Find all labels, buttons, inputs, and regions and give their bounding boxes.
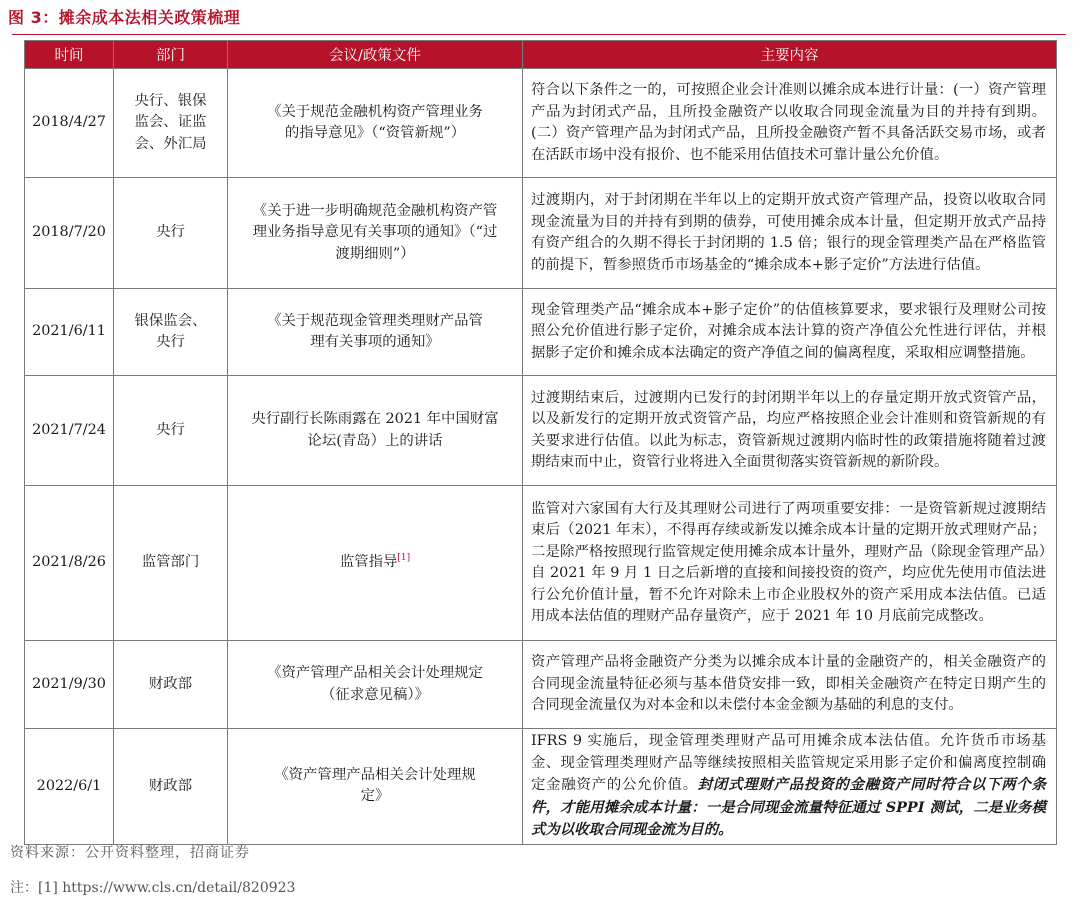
row-department: 央行、银保监会、证监会、外汇局 bbox=[114, 69, 228, 178]
table-row bbox=[25, 729, 1057, 845]
header-department: 部门 bbox=[114, 41, 228, 69]
row-document: 《资产管理产品相关会计处理规定（征求意见稿）》 bbox=[228, 641, 523, 729]
header-content: 主要内容 bbox=[523, 41, 1057, 69]
row-content-emphasis: 封闭式理财产品投资的金融资产同时符合以下两个条件，才能用摊余成本计量：一是合同现金流量特征通过 SPPI 测试，二是业务模式为以收取合同现金流为目的。 bbox=[531, 776, 1046, 838]
row-content: 符合以下条件之一的，可按照企业会计准则以摊余成本进行计量：(一）资产管理产品为封闭式产品，且所投金融资产以收取合同现金流量为目的并持有到期。(二）资产管理产品为封闭式产品，且所投金融资产暂不具备活跃交易市场，或者在活跃市场中没有报价、也不能采用估值技术可靠计量公允价值。 bbox=[523, 69, 1057, 178]
row-document: 《关于规范金融机构资产管理业务的指导意见》（“资管新规”） bbox=[228, 69, 523, 178]
table-row bbox=[25, 289, 1057, 376]
table-row bbox=[25, 486, 1057, 641]
row-document bbox=[228, 486, 523, 641]
figure-title: 图 3：摊余成本法相关政策梳理 bbox=[8, 8, 241, 27]
row-date: 2022/6/1 bbox=[25, 729, 114, 845]
row-department: 央行 bbox=[114, 376, 228, 486]
table-row bbox=[25, 641, 1057, 729]
policy-table bbox=[24, 40, 1057, 845]
row-date: 2021/9/30 bbox=[25, 641, 114, 729]
row-content: 监管对六家国有大行及其理财公司进行了两项重要安排：一是资管新规过渡期结束后（2021 年末），不得再存续或新发以摊余成本计量的定期开放式理财产品；二是除严格按照现行监管规定使用摊余成本计量外，理财产品（除现金管理产品）自 2021 年 9 月 1 日之后新增的直接和间接投资的资产，均应优先使用市值法进行公允价值计量，暂不允许对除未上市企业股权外的资产采用成本法估值。已适用成本法估值的理财产品存量资产，应于 2021 年 10 月底前完成整改。 bbox=[523, 486, 1057, 641]
row-department: 央行 bbox=[114, 178, 228, 289]
row-content-text: IFRS 9 实施后，现金管理类理财产品可用摊余成本法估值。允许货币市场基金、现金管理类理财产品等继续按照相关监管规定采用影子定价和偏离度控制确定金融资产的公允价值。 bbox=[531, 733, 1046, 793]
row-date: 2021/6/11 bbox=[25, 289, 114, 376]
table-header-row bbox=[25, 41, 1057, 69]
row-department: 财政部 bbox=[114, 729, 228, 845]
table-row bbox=[25, 178, 1057, 289]
row-document: 央行副行长陈雨露在 2021 年中国财富论坛(青岛）上的讲话 bbox=[228, 376, 523, 486]
row-document: 《关于进一步明确规范金融机构资产管理业务指导意见有关事项的通知》（“过渡期细则”） bbox=[228, 178, 523, 289]
row-content bbox=[523, 729, 1057, 845]
row-department: 财政部 bbox=[114, 641, 228, 729]
source-note: 资料来源：公开资料整理，招商证券 bbox=[10, 845, 250, 861]
row-content: 资产管理产品将金融资产分类为以摊余成本计量的金融资产的，相关金融资产的合同现金流量特征必须与基本借贷安排一致，即相关金融资产在特定日期产生的合同现金流量仅为对本金和以未偿付本金金额为基础的利息的支付。 bbox=[523, 641, 1057, 729]
row-date: 2018/4/27 bbox=[25, 69, 114, 178]
footnote-ref: [1] bbox=[397, 553, 411, 564]
header-document: 会议/政策文件 bbox=[228, 41, 523, 69]
row-document-text: 监管指导 bbox=[339, 554, 398, 571]
title-divider bbox=[12, 34, 1066, 35]
row-date: 2021/7/24 bbox=[25, 376, 114, 486]
row-content: 现金管理类产品“摊余成本+影子定价”的估值核算要求，要求银行及理财公司按照公允价值进行影子定价，对摊余成本法计算的资产净值公允性进行评估，并根据影子定价和摊余成本法确定的资产净值之间的偏离程度，采取相应调整措施。 bbox=[523, 289, 1057, 376]
table-row bbox=[25, 69, 1057, 178]
row-department: 银保监会、央行 bbox=[114, 289, 228, 376]
row-date: 2018/7/20 bbox=[25, 178, 114, 289]
row-document: 《资产管理产品相关会计处理规定》 bbox=[228, 729, 523, 845]
row-document: 《关于规范现金管理类理财产品管理有关事项的通知》 bbox=[228, 289, 523, 376]
row-department: 监管部门 bbox=[114, 486, 228, 641]
row-content: 过渡期结束后，过渡期内已发行的封闭期半年以上的存量定期开放式资管产品，以及新发行的定期开放式资管产品，均应严格按照企业会计准则和资管新规的有关要求进行估值。以此为标志，资管新规过渡期内临时性的政策措施将随着过渡期结束而中止，资管行业将进入全面贯彻落实资管新规的新阶段。 bbox=[523, 376, 1057, 486]
row-date: 2021/8/26 bbox=[25, 486, 114, 641]
header-date: 时间 bbox=[25, 41, 114, 69]
row-content: 过渡期内，对于封闭期在半年以上的定期开放式资产管理产品，投资以收取合同现金流量为目的并持有到期的债券，可使用摊余成本计量，但定期开放式产品持有资产组合的久期不得长于封闭期的 1.5 倍；银行的现金管理类产品在严格监管的前提下，暂参照货币市场基金的“摊余成本+影子定价”方法进行估值。 bbox=[523, 178, 1057, 289]
footnote: 注：[1] https://www.cls.cn/detail/820923 bbox=[10, 880, 296, 896]
table-row bbox=[25, 376, 1057, 486]
